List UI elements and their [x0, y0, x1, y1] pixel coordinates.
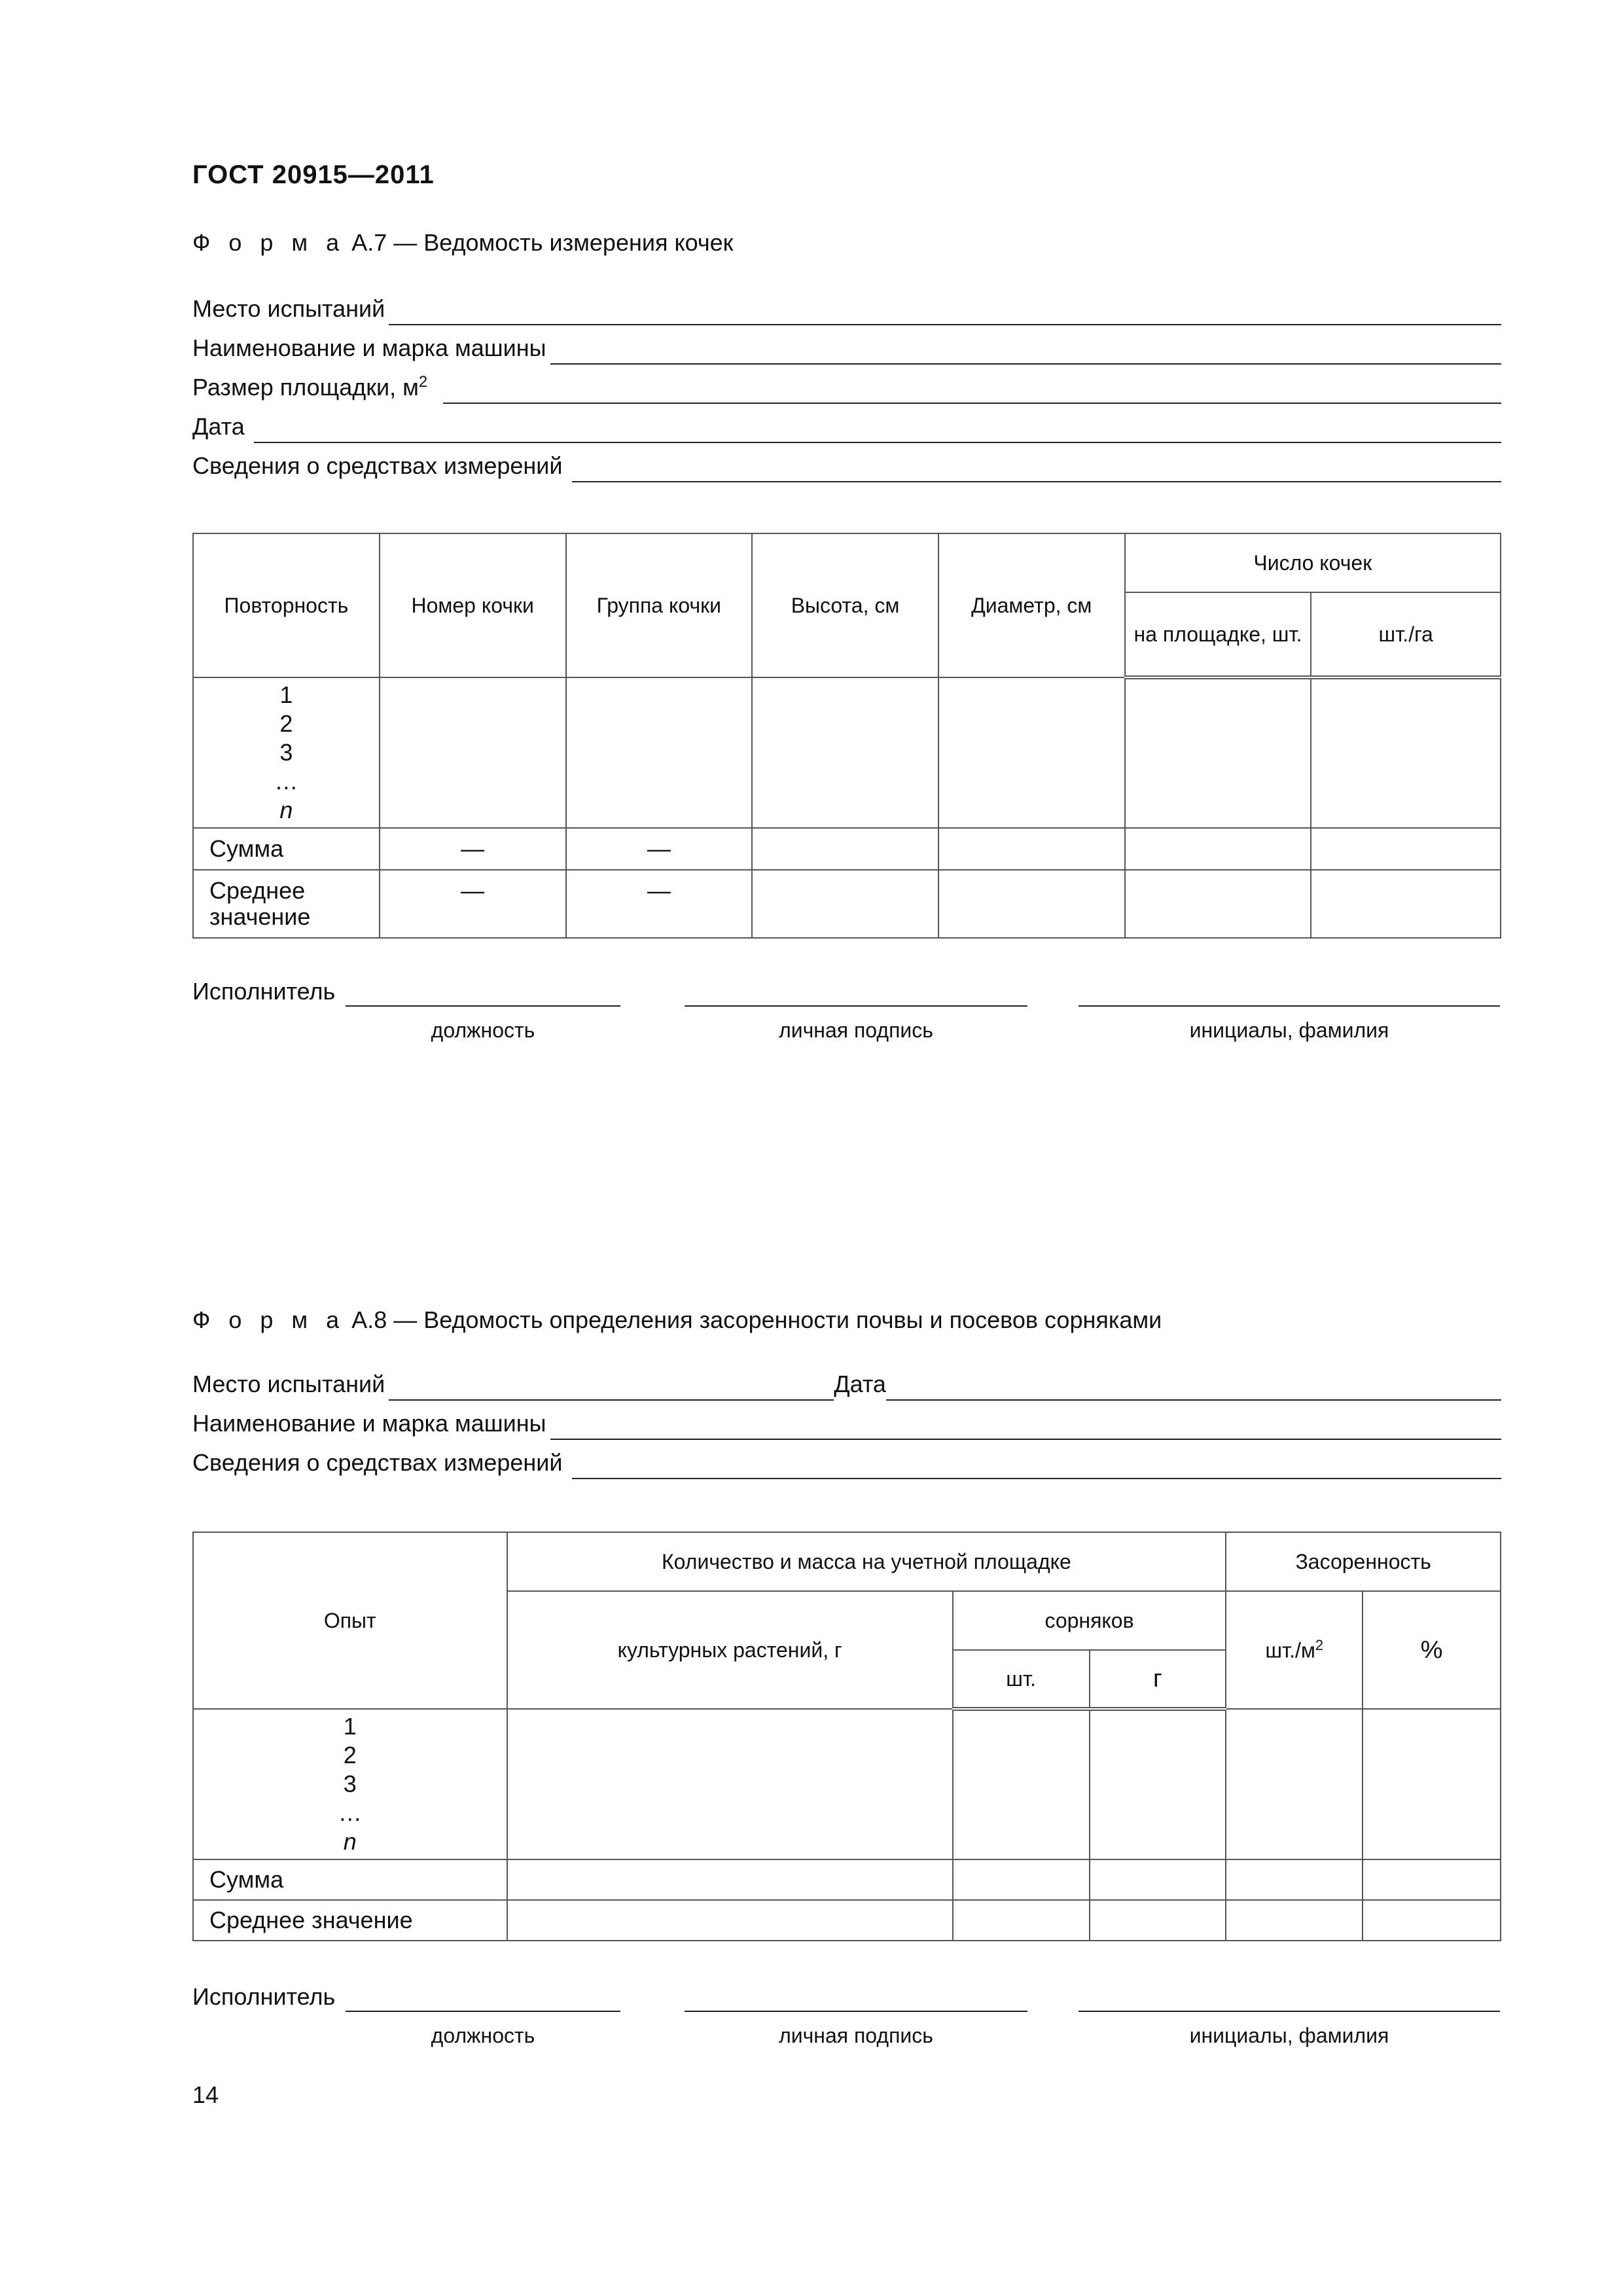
col-qty-mass: Количество и масса на учетной площадке — [507, 1532, 1226, 1591]
col-weeds-pcs: шт. — [953, 1650, 1090, 1709]
form-a7-position-caption: должность — [431, 1018, 535, 1042]
form-a8-place-label: Место испытаний — [192, 1371, 385, 1397]
row-index — [194, 796, 379, 825]
form-a8-title — [192, 1306, 1162, 1334]
col-weeds-g: г — [1090, 1650, 1226, 1709]
col-per-m2-text: шт./м — [1265, 1638, 1315, 1662]
form-a7-executor-label: Исполнитель — [192, 978, 336, 1005]
empty-cell — [1125, 870, 1311, 938]
form-a8-table — [192, 1532, 1501, 1941]
form-a8-signature-line — [685, 2011, 1027, 2012]
empty-cell — [953, 1900, 1090, 1941]
empty-cell — [566, 677, 753, 828]
form-a8-instruments-field — [192, 1444, 1501, 1479]
row-sum-label: Сумма — [193, 1859, 507, 1900]
dash-cell: — — [380, 870, 566, 938]
row-index: … — [274, 768, 298, 795]
empty-cell — [1311, 677, 1501, 828]
empty-cell — [1311, 870, 1501, 938]
form-a8-name-caption: инициалы, фамилия — [1189, 2024, 1389, 2047]
empty-cell — [752, 677, 938, 828]
form-a8-position-caption: должность — [431, 2024, 535, 2047]
row-index: 1 — [343, 1713, 357, 1740]
empty-cell — [1226, 1709, 1363, 1859]
row-index: … — [338, 1799, 362, 1826]
col-per-m2-sup: 2 — [1315, 1637, 1324, 1654]
empty-cell — [380, 677, 566, 828]
col-weeds: сорняков — [953, 1591, 1226, 1650]
form-a8-machine-label: Наименование и марка машины — [192, 1410, 546, 1437]
col-number: Номер кочки — [380, 533, 566, 677]
empty-cell — [953, 1709, 1090, 1859]
col-group: Группа кочки — [566, 533, 753, 677]
form-a8-instruments-line — [572, 1449, 1501, 1479]
form-a7-signature-caption: личная подпись — [779, 1018, 933, 1042]
form-a7-area-sup: 2 — [418, 373, 428, 391]
col-contamination: Засоренность — [1226, 1532, 1501, 1591]
row-index-n: n — [279, 797, 293, 823]
form-a8-executor-label: Исполнитель — [192, 1983, 336, 2010]
form-a7-table — [192, 533, 1501, 939]
form-a8-date-label: Дата — [834, 1371, 886, 1397]
col-percent: % — [1363, 1591, 1501, 1709]
empty-cell — [752, 870, 938, 938]
row-mean-label: Среднее значение — [193, 1900, 507, 1941]
dash-cell: — — [566, 870, 753, 938]
empty-cell — [1311, 828, 1501, 870]
row-index: 2 — [343, 1742, 357, 1768]
empty-cell — [1090, 1709, 1226, 1859]
empty-cell — [953, 1859, 1090, 1900]
form-a7-date-field — [192, 408, 1501, 443]
row-index — [194, 1827, 507, 1856]
row-mean-label: Среднее значение — [193, 870, 380, 938]
form-a7-machine-field — [192, 329, 1501, 365]
form-a7-area-label — [192, 374, 427, 404]
row-index: 3 — [343, 1770, 357, 1797]
dash-cell: — — [566, 828, 753, 870]
row-index-cell — [193, 677, 380, 828]
empty-cell — [752, 828, 938, 870]
form-a7-area-line — [443, 374, 1501, 404]
form-a7-machine-line — [550, 334, 1501, 365]
col-trial: Опыт — [193, 1532, 507, 1709]
col-count: Число кочек — [1125, 533, 1501, 592]
col-diameter: Диаметр, см — [938, 533, 1125, 677]
col-on-plot: на площадке, шт. — [1125, 592, 1311, 677]
form-a7-place-line — [389, 295, 1501, 325]
empty-cell — [1090, 1859, 1226, 1900]
row-index-n: n — [343, 1828, 357, 1855]
form-a8-machine-line — [550, 1410, 1501, 1440]
form-a7-position-line — [346, 1005, 620, 1007]
form-a8-name-line — [1079, 2011, 1500, 2012]
empty-cell — [1226, 1900, 1363, 1941]
form-a7-title-prefix: Ф о р м а — [192, 229, 346, 256]
empty-cell — [507, 1859, 953, 1900]
empty-cell — [1125, 828, 1311, 870]
form-a8-date-line — [886, 1371, 1501, 1401]
col-per-ha: шт./га — [1311, 592, 1501, 677]
row-index: 2 — [279, 710, 293, 737]
form-a7-place-label: Место испытаний — [192, 295, 385, 322]
row-index-cell — [193, 1709, 507, 1859]
empty-cell — [507, 1709, 953, 1859]
form-a7-area-field — [192, 368, 1501, 404]
form-a7-machine-label: Наименование и марка машины — [192, 334, 546, 361]
empty-cell — [1363, 1900, 1501, 1941]
form-a8-signature-caption: личная подпись — [779, 2024, 933, 2047]
empty-cell — [507, 1900, 953, 1941]
row-sum-label: Сумма — [193, 828, 380, 870]
form-a8-title-rest: А.8 — Ведомость определения засоренности почвы и посевов сорняками — [345, 1306, 1162, 1333]
form-a7-signature-line — [685, 1005, 1027, 1007]
col-per-m2 — [1226, 1591, 1363, 1709]
form-a7-instruments-field — [192, 447, 1501, 482]
form-a7-name-line — [1079, 1005, 1500, 1007]
form-a7-title — [192, 229, 733, 257]
form-a8-position-line — [346, 2011, 620, 2012]
document-header: ГОСТ 20915—2011 — [192, 160, 435, 189]
empty-cell — [938, 677, 1125, 828]
form-a8-place-line — [389, 1371, 834, 1401]
empty-cell — [938, 828, 1125, 870]
form-a7-name-caption: инициалы, фамилия — [1189, 1018, 1389, 1042]
dash-cell: — — [380, 828, 566, 870]
empty-cell — [1226, 1859, 1363, 1900]
form-a7-area-label-text: Размер площадки, м — [192, 374, 419, 401]
empty-cell — [1363, 1859, 1501, 1900]
form-a8-place-date-field — [192, 1365, 1501, 1401]
empty-cell — [1125, 677, 1311, 828]
form-a7-instruments-line — [572, 452, 1501, 482]
col-repeat: Повторность — [193, 533, 380, 677]
row-index: 1 — [279, 681, 293, 708]
form-a7-date-line — [254, 413, 1501, 443]
row-index: 3 — [279, 739, 293, 766]
form-a8-machine-field — [192, 1405, 1501, 1440]
form-a8-title-prefix: Ф о р м а — [192, 1306, 346, 1333]
empty-cell — [938, 870, 1125, 938]
form-a7-instruments-label: Сведения о средствах измерений — [192, 452, 563, 479]
form-a8-instruments-label: Сведения о средствах измерений — [192, 1449, 563, 1476]
page-number: 14 — [192, 2081, 219, 2108]
empty-cell — [1363, 1709, 1501, 1859]
form-a7-place-field — [192, 290, 1501, 325]
col-height: Высота, см — [752, 533, 938, 677]
empty-cell — [1090, 1900, 1226, 1941]
form-a7-title-rest: А.7 — Ведомость измерения кочек — [345, 229, 734, 256]
col-crops: культурных растений, г — [507, 1591, 953, 1709]
form-a7-date-label: Дата — [192, 413, 245, 440]
